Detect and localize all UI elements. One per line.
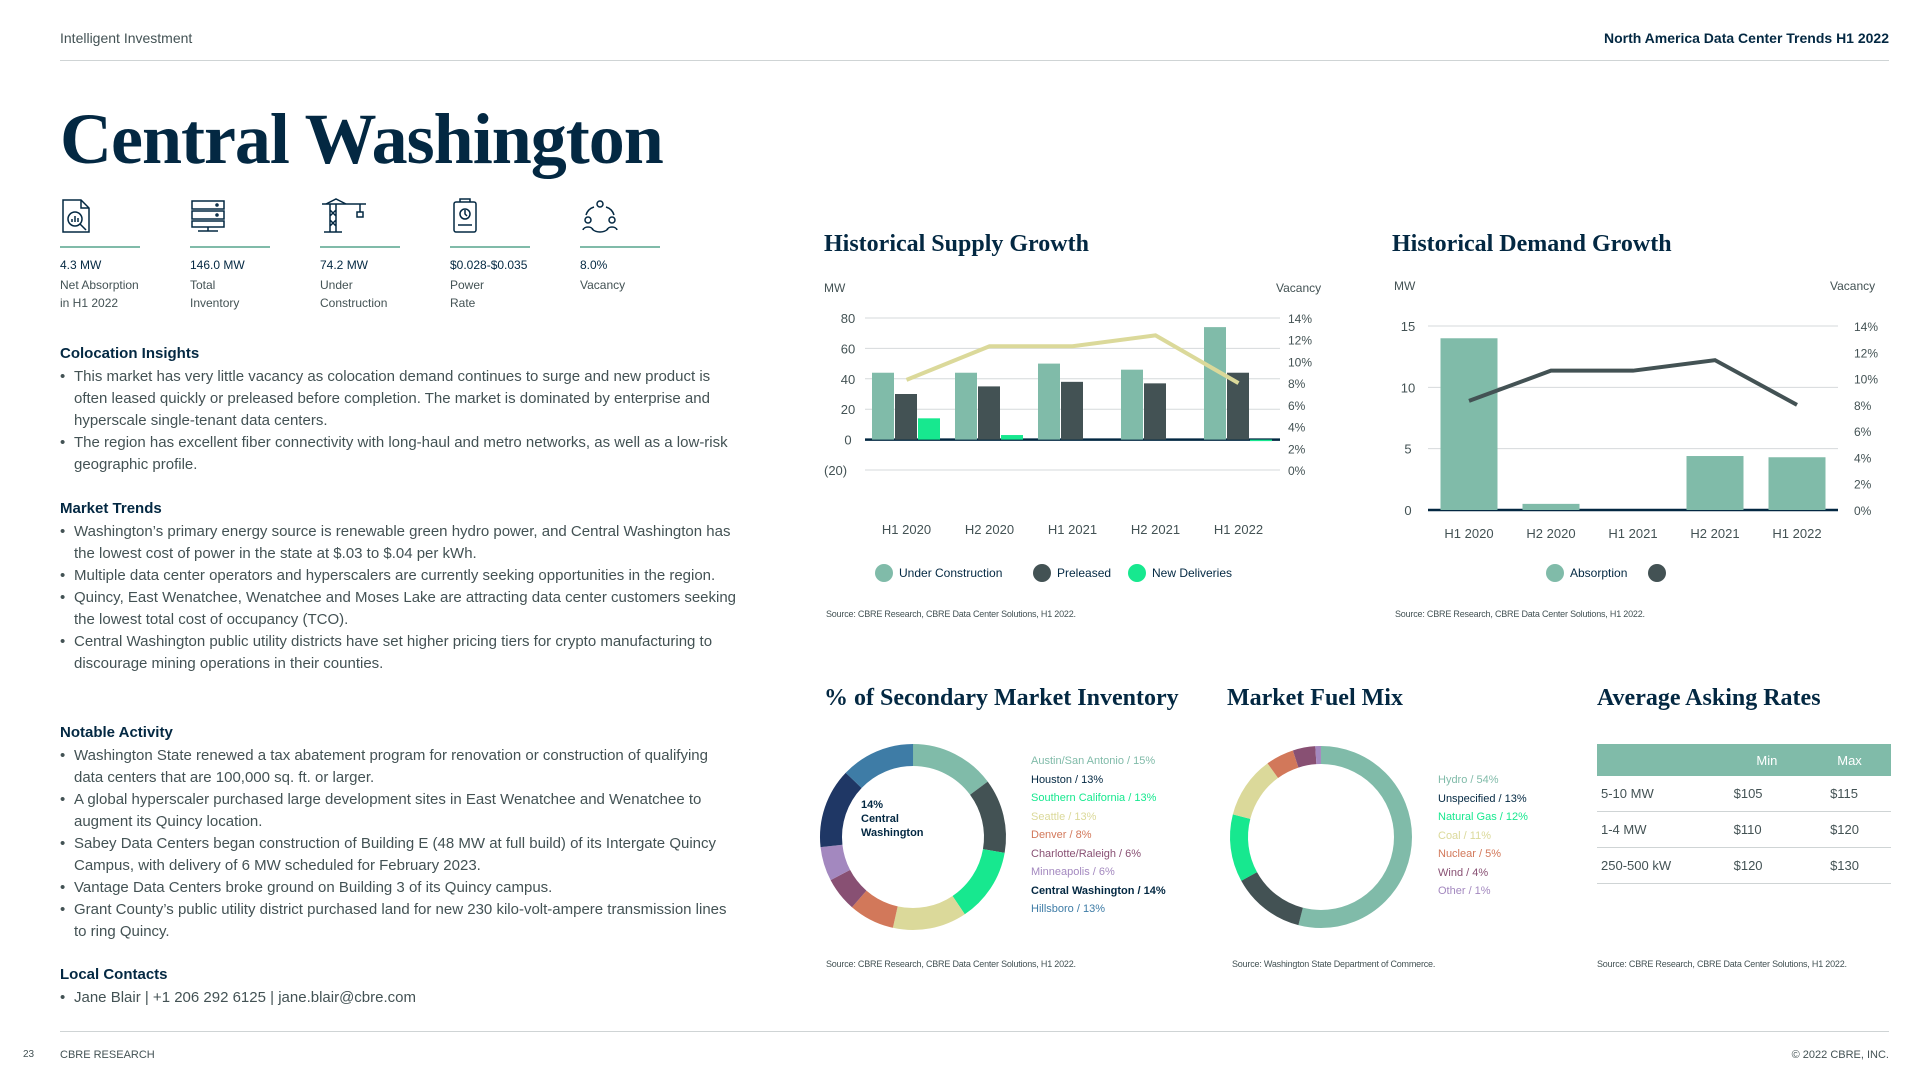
vacancy-people-icon — [580, 198, 614, 234]
y2-tick-label: 0% — [1854, 504, 1872, 518]
y2-tick-label: 12% — [1288, 333, 1313, 348]
legend-entry: Central Washington / 14% — [1031, 884, 1166, 897]
bar — [918, 418, 940, 439]
page-number: 23 — [23, 1049, 35, 1060]
legend-entry: Denver / 8% — [1031, 829, 1092, 841]
notable-activity-list — [60, 745, 740, 943]
inventory-chart-title: % of Secondary Market Inventory — [824, 685, 1179, 711]
donut-slice — [1218, 734, 1425, 941]
fuel-mix-legend — [1438, 771, 1528, 901]
donut-center-label: Washington — [861, 827, 924, 839]
x-tick-label: H1 2021 — [1608, 526, 1658, 541]
inventory-source: Source: CBRE Research, CBRE Data Center Solutions, H1 2022. — [826, 959, 1076, 969]
list-item: • Washington State renewed a tax abatement program for renovation or construction of qualifying data centers that are 100,000 sq. ft. or larger. — [60, 745, 740, 789]
legend-entry: Other / 1% — [1438, 885, 1491, 897]
notable-activity-heading: Notable Activity — [60, 724, 173, 741]
demand-chart-title: Historical Demand Growth — [1392, 231, 1672, 257]
x-tick-label: H2 2021 — [1130, 522, 1181, 537]
kpi-label: Vacancy — [580, 278, 626, 292]
list-item: • Multiple data center operators and hyperscalers are currently seeking opportunities in the region. — [60, 565, 740, 587]
legend-entry: Unspecified / 13% — [1438, 792, 1527, 805]
legend-absorption — [1546, 564, 1627, 582]
kpi-under-construction — [320, 198, 400, 310]
y-tick-label: 20 — [840, 402, 856, 418]
bar — [955, 373, 977, 440]
legend-swatch — [1648, 564, 1666, 582]
legend-swatch — [1128, 564, 1146, 582]
footer-brand: CBRE RESEARCH — [60, 1049, 155, 1061]
local-contacts-list — [60, 987, 740, 1009]
y-tick-label: 0 — [1404, 503, 1412, 518]
vacancy-line — [1469, 360, 1797, 405]
y2-tick-label: 10% — [1288, 355, 1313, 370]
asking-rates-title: Average Asking Rates — [1597, 685, 1821, 711]
table-row — [1597, 776, 1891, 812]
legend-swatch — [875, 564, 893, 582]
legend-entry: Wind / 4% — [1438, 866, 1489, 879]
donut-slice — [1221, 737, 1421, 937]
table-cell: $130 — [1808, 848, 1891, 884]
y-tick-label: 60 — [840, 341, 856, 357]
kpi-value: 4.3 MW — [60, 258, 102, 272]
y2-tick-label: 8% — [1854, 398, 1872, 413]
list-item: • Sabey Data Centers began construction of Building E (48 MW at full build) of its Intergate Quincy Campus, with delivery of 6 MW scheduled for February 2023. — [60, 833, 740, 877]
y2-tick-label: 6% — [1288, 398, 1306, 413]
table-row — [1597, 848, 1891, 884]
market-trends-heading: Market Trends — [60, 500, 162, 517]
y2-tick-label: 14% — [1288, 312, 1313, 326]
table-cell: 250-500 kW — [1597, 848, 1726, 884]
bar — [1204, 327, 1226, 439]
table-cell: $105 — [1726, 776, 1808, 812]
bar — [1061, 382, 1083, 440]
header-report-title: North America Data Center Trends H1 2022 — [1603, 30, 1889, 46]
contact-info: Jane Blair | +1 206 292 6125 | — [74, 989, 279, 1006]
y2-axis-label: Vacancy — [1276, 281, 1322, 295]
fuel-mix-chart-title: Market Fuel Mix — [1227, 685, 1403, 711]
y2-tick-label: 0% — [1288, 464, 1306, 478]
legend-swatch — [1546, 564, 1564, 582]
kpi-value: 146.0 MW — [190, 258, 245, 272]
server-rack-icon — [190, 198, 224, 234]
kpi-label: Power Rate — [450, 278, 485, 310]
bar — [895, 394, 917, 440]
y-tick-label: 80 — [840, 311, 856, 326]
kpi-underline — [60, 246, 140, 248]
kpi-total-inventory — [190, 198, 270, 310]
bar — [978, 386, 1000, 439]
table-cell: $120 — [1808, 812, 1891, 848]
asking-rates-table — [1597, 744, 1891, 884]
donut-center-label: Central — [861, 813, 899, 825]
donut-center-label: 14% — [861, 799, 884, 811]
column-header: Max — [1808, 744, 1891, 776]
bar — [1038, 364, 1060, 440]
table-cell: 1-4 MW — [1597, 812, 1726, 848]
kpi-underline — [190, 246, 270, 248]
table-cell: $120 — [1726, 848, 1808, 884]
list-item: • The region has excellent fiber connectivity with long-haul and metro networks, as well as a low-risk geographic profile. — [60, 432, 740, 476]
y2-tick-label: 2% — [1288, 442, 1306, 457]
bar — [1001, 435, 1023, 440]
y2-tick-label: 14% — [1854, 320, 1879, 334]
kpi-label: Under Construction — [320, 278, 388, 310]
demand-source: Source: CBRE Research, CBRE Data Center Solutions, H1 2022. — [1395, 609, 1645, 619]
y-tick-label: 10 — [1400, 380, 1416, 396]
table-header-row — [1597, 744, 1891, 776]
footer-copyright: © 2022 CBRE, INC. — [1791, 1049, 1889, 1061]
bar — [1250, 440, 1272, 442]
list-item: • Central Washington public utility districts have set higher pricing tiers for crypto manufacturing to discourage mining operations in their counties. — [60, 631, 740, 675]
legend-entry: Hillsboro / 13% — [1031, 903, 1105, 915]
supply-source: Source: CBRE Research, CBRE Data Center Solutions, H1 2022. — [826, 609, 1076, 619]
local-contacts-heading: Local Contacts — [60, 966, 168, 983]
header-divider — [60, 60, 1889, 61]
y-axis-label: MW — [824, 281, 846, 295]
demand-chart — [1388, 270, 1908, 541]
kpi-vacancy — [580, 198, 660, 292]
kpi-underline — [320, 246, 400, 248]
bar — [1769, 457, 1826, 510]
x-tick-label: H2 2020 — [1526, 526, 1576, 541]
y-tick-label: 5 — [1404, 441, 1412, 457]
fuel-mix-donut — [1226, 742, 1416, 932]
legend-new-deliveries — [1128, 564, 1232, 582]
x-tick-label: H1 2020 — [1444, 526, 1494, 541]
y-tick-label: 15 — [1400, 319, 1416, 334]
table-row — [1597, 812, 1891, 848]
kpi-power-rate — [450, 198, 530, 310]
legend-entry: Coal / 11% — [1438, 829, 1491, 842]
legend-vacancy — [1648, 564, 1672, 582]
bar — [1523, 504, 1580, 510]
donut-slice — [1221, 737, 1421, 937]
kpi-net-absorption — [60, 198, 140, 310]
legend-label: New Deliveries — [1152, 566, 1233, 580]
legend-entry: Hydro / 54% — [1438, 774, 1499, 786]
legend-label: Under Construction — [899, 566, 1003, 580]
table-cell: $115 — [1808, 776, 1891, 812]
y-axis-label: MW — [1394, 279, 1416, 293]
legend-label: Preleased — [1057, 566, 1112, 580]
absorption-report-icon — [60, 198, 94, 234]
kpi-value: 8.0% — [580, 258, 608, 272]
kpi-label: Net Absorption in H1 2022 — [60, 278, 139, 310]
kpi-label: Total Inventory — [190, 278, 240, 310]
bar — [1687, 456, 1744, 510]
legend-entry: Nuclear / 5% — [1438, 848, 1501, 860]
x-tick-label: H1 2021 — [1047, 522, 1098, 537]
y-tick-label: 0 — [844, 432, 852, 448]
y2-tick-label: 12% — [1854, 346, 1879, 361]
supply-chart-title: Historical Supply Growth — [824, 231, 1089, 257]
market-trends-list — [60, 521, 740, 675]
y-tick-label: 40 — [840, 371, 856, 387]
list-item: • Washington’s primary energy source is renewable green hydro power, and Central Washington has the lowest cost of power in the state at $.03 to $.04 per kWh. — [60, 521, 740, 565]
bar — [1121, 370, 1143, 440]
y2-tick-label: 10% — [1854, 372, 1879, 387]
x-tick-label: H2 2021 — [1690, 526, 1740, 541]
page-title: Central Washington — [60, 99, 663, 179]
bar — [1441, 338, 1498, 510]
power-meter-icon — [450, 198, 484, 234]
list-item: • This market has very little vacancy as colocation demand continues to surge and new product is often leased quickly or preleased before completion. The market is dominated by enterprise and hyperscale single-tenant data centers. — [60, 366, 740, 432]
legend-under-construction — [875, 564, 1002, 582]
x-tick-label: H1 2022 — [1213, 522, 1264, 537]
kpi-value: 74.2 MW — [320, 258, 369, 272]
list-item — [60, 987, 740, 1009]
legend-entry: Houston / 13% — [1031, 773, 1104, 786]
x-tick-label: H1 2022 — [1772, 526, 1822, 541]
contact-email-link[interactable]: jane.blair@cbre.com — [278, 989, 416, 1006]
colocation-heading: Colocation Insights — [60, 345, 200, 362]
legend-preleased — [1033, 564, 1111, 582]
construction-crane-icon — [320, 198, 354, 234]
bar — [872, 373, 894, 440]
colocation-list — [60, 366, 740, 476]
table-cell: 5-10 MW — [1597, 776, 1726, 812]
legend-entry: Natural Gas / 12% — [1438, 811, 1528, 823]
y-tick-label: (20) — [824, 463, 848, 478]
legend-entry: Seattle / 13% — [1031, 810, 1097, 823]
x-tick-label: H2 2020 — [964, 522, 1015, 537]
list-item: • A global hyperscaler purchased large development sites in East Wenatchee and Wenatchee to augment its Quincy location. — [60, 789, 740, 833]
legend-entry: Southern California / 13% — [1031, 792, 1157, 804]
column-header — [1597, 744, 1726, 776]
fuel-mix-source: Source: Washington State Department of Commerce. — [1232, 959, 1436, 969]
asking-rates-source: Source: CBRE Research, CBRE Data Center Solutions, H1 2022. — [1597, 959, 1847, 969]
legend-entry: Austin/San Antonio / 15% — [1031, 755, 1156, 767]
y2-tick-label: 2% — [1854, 477, 1872, 492]
legend-entry: Charlotte/Raleigh / 6% — [1031, 847, 1142, 860]
bar — [1144, 383, 1166, 439]
kpi-underline — [450, 246, 530, 248]
legend-label: Absorption — [1570, 566, 1628, 580]
y2-tick-label: 6% — [1854, 425, 1872, 440]
footer-divider — [60, 1031, 1889, 1032]
header-brand: Intelligent Investment — [60, 30, 193, 46]
legend-entry: Minneapolis / 6% — [1031, 866, 1115, 878]
y2-tick-label: 8% — [1288, 377, 1306, 392]
kpi-value: $0.028-$0.035 — [450, 258, 528, 272]
list-item: • Quincy, East Wenatchee, Wenatchee and Moses Lake are attracting data center customers seeking the lowest total cost of occupancy (TCO). — [60, 587, 740, 631]
y2-axis-label: Vacancy — [1830, 279, 1876, 293]
kpi-underline — [580, 246, 660, 248]
column-header: Min — [1726, 744, 1808, 776]
y2-tick-label: 4% — [1288, 420, 1306, 435]
y2-tick-label: 4% — [1854, 451, 1872, 466]
legend-swatch — [1033, 564, 1051, 582]
supply-chart — [820, 270, 1340, 537]
table-cell: $110 — [1726, 812, 1808, 848]
list-item: • Vantage Data Centers broke ground on Building 3 of its Quincy campus. — [60, 877, 740, 899]
inventory-legend — [1031, 752, 1166, 919]
x-tick-label: H1 2020 — [881, 522, 932, 537]
inventory-donut — [818, 742, 1008, 932]
list-item: • Grant County’s public utility district purchased land for new 230 kilo-volt-ampere transmission lines to ring Quincy. — [60, 899, 740, 943]
